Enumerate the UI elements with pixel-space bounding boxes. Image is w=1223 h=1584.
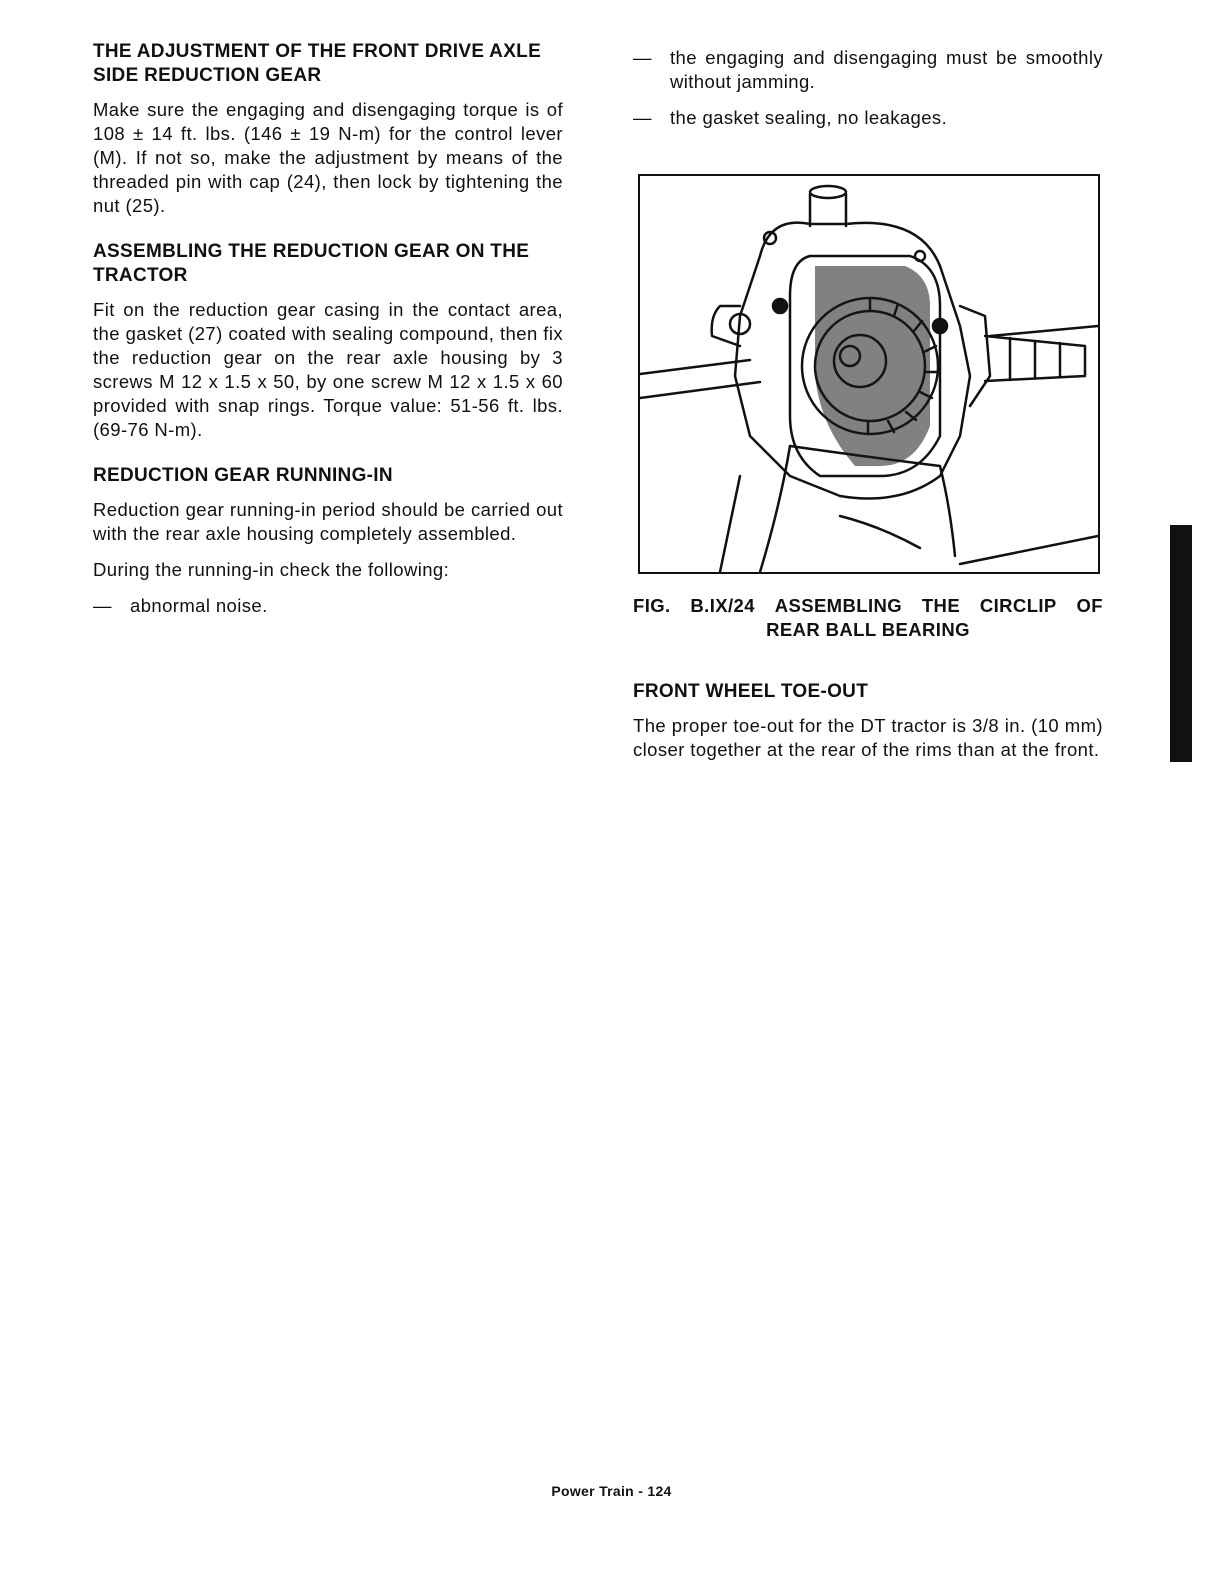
list-item: [633, 106, 1103, 130]
figure-caption: [633, 594, 1103, 642]
heading-line-2: SIDE REDUCTION GEAR: [93, 65, 322, 86]
caption-line-1: [633, 594, 1103, 618]
paragraph-running-in: Reduction gear running-in period should be carried out with the rear axle housing completely assembled.: [93, 499, 563, 544]
list-item-text: abnormal noise.: [130, 595, 268, 616]
list-item: [633, 46, 1103, 94]
section-heading-front-drive-axle: [93, 40, 563, 88]
paragraph-toe-out: The proper toe-out for the DT tractor is 3/8 in. (10 mm) closer together at the rear of the rims than at the front.: [633, 715, 1103, 760]
section-heading-running-in: REDUCTION GEAR RUNNING-IN: [93, 465, 393, 486]
caption-word: FIG.: [633, 595, 671, 616]
caption-line-2: REAR BALL BEARING: [766, 619, 970, 640]
dash-bullet: —: [633, 107, 652, 128]
section-thumb-tab: [1170, 525, 1192, 762]
list-item-text: the gasket sealing, no leakages.: [670, 107, 948, 128]
heading-line-1: THE ADJUSTMENT OF THE FRONT DRIVE AXLE: [93, 41, 542, 62]
dash-bullet: —: [93, 595, 112, 616]
page-footer: Power Train - 124: [551, 1483, 672, 1499]
paragraph-assembling: Fit on the reduction gear casing in the contact area, the gasket (27) coated with sealing compound, then fix the reduction gear on the rear axle housing by 3 screws M 12 x 1.5 x 50, by one screw M 12 x 1.5 x 60 provided with snap rings. Torque value: 51-56 ft. lbs. (69-76 N-m).: [93, 299, 563, 440]
dash-bullet: —: [633, 47, 652, 68]
reduction-gear-illustration: [640, 176, 1098, 572]
right-column: [633, 46, 1103, 130]
caption-word: THE: [921, 595, 961, 616]
caption-word: OF: [1076, 595, 1103, 616]
caption-word: CIRCLIP: [979, 595, 1057, 616]
paragraph-check-following: During the running-in check the following:: [93, 559, 450, 580]
paragraph-adjustment: Make sure the engaging and disengaging torque is of 108 ± 14 ft. lbs. (146 ± 19 N-m) for the control lever (M). If not so, make the adjustment by means of the threaded pin with cap (24), then lock by tightening the nut (25).: [93, 99, 563, 216]
left-column: [93, 40, 563, 618]
section-toe-out: [633, 680, 1103, 762]
list-item-text: the engaging and disengaging must be smoothly without jamming.: [670, 47, 1103, 92]
section-heading-toe-out: FRONT WHEEL TOE-OUT: [633, 681, 869, 702]
section-heading-assembling: ASSEMBLING THE REDUCTION GEAR ON THE TRACTOR: [93, 241, 530, 286]
list-item: [93, 594, 563, 618]
caption-word: ASSEMBLING: [774, 595, 903, 616]
figure-reduction-gear: [638, 174, 1100, 574]
caption-figure-number: B.IX/24: [690, 595, 755, 616]
